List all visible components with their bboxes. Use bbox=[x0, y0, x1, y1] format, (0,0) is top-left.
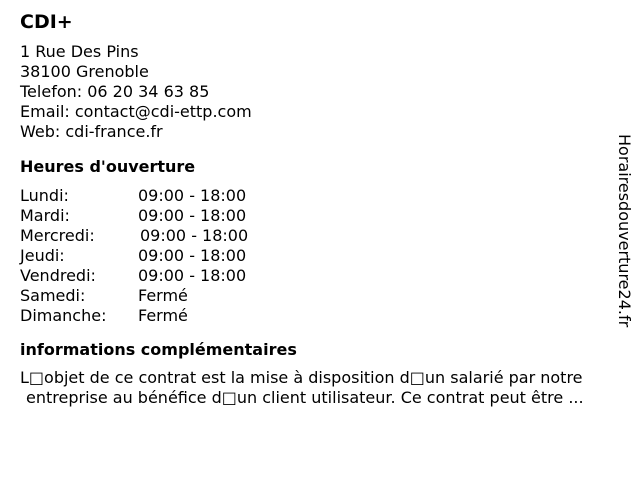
day-label: Mercredi: bbox=[20, 226, 95, 245]
web-text: Web: cdi-france.fr bbox=[20, 122, 163, 141]
hours-heading: Heures d'ouverture bbox=[20, 157, 196, 176]
time-value: Fermé bbox=[138, 286, 188, 305]
info-description bbox=[20, 368, 610, 408]
address-block bbox=[20, 42, 610, 142]
hours-table bbox=[20, 186, 610, 326]
business-card bbox=[20, 10, 610, 408]
info-heading: informations complémentaires bbox=[20, 340, 297, 359]
day-label: Dimanche: bbox=[20, 306, 107, 325]
time-value: 09:00 - 18:00 bbox=[138, 186, 247, 205]
hours-row-jeudi bbox=[20, 246, 610, 266]
address-street: 1 Rue Des Pins bbox=[20, 42, 139, 61]
day-label: Vendredi: bbox=[20, 266, 96, 285]
info-line-1: L□objet de ce contrat est la mise à disposition d□un salarié par notre bbox=[20, 368, 583, 387]
hours-row-vendredi bbox=[20, 266, 610, 286]
time-value: 09:00 - 18:00 bbox=[138, 246, 247, 265]
business-name: CDI+ bbox=[20, 11, 73, 33]
time-value: 09:00 - 18:00 bbox=[138, 266, 247, 285]
email-text: Email: contact@cdi-ettp.com bbox=[20, 102, 252, 121]
time-value: 09:00 - 18:00 bbox=[138, 206, 247, 225]
time-value: 09:00 - 18:00 bbox=[140, 226, 249, 245]
hours-row-mardi bbox=[20, 206, 610, 226]
address-city: 38100 Grenoble bbox=[20, 62, 149, 81]
hours-row-mercredi bbox=[20, 226, 610, 246]
hours-row-dimanche bbox=[20, 306, 610, 326]
day-label: Mardi: bbox=[20, 206, 70, 225]
time-value: Fermé bbox=[138, 306, 188, 325]
day-label: Jeudi: bbox=[20, 246, 65, 265]
day-label: Samedi: bbox=[20, 286, 86, 305]
info-line-2: entreprise au bénéfice d□un client utilisateur. Ce contrat peut être ... bbox=[26, 388, 584, 407]
phone-text: Telefon: 06 20 34 63 85 bbox=[20, 82, 210, 101]
hours-row-samedi bbox=[20, 286, 610, 306]
day-label: Lundi: bbox=[20, 186, 69, 205]
side-brand-link[interactable]: Horairesdouverture24.fr bbox=[615, 134, 634, 328]
hours-row-lundi bbox=[20, 186, 610, 206]
